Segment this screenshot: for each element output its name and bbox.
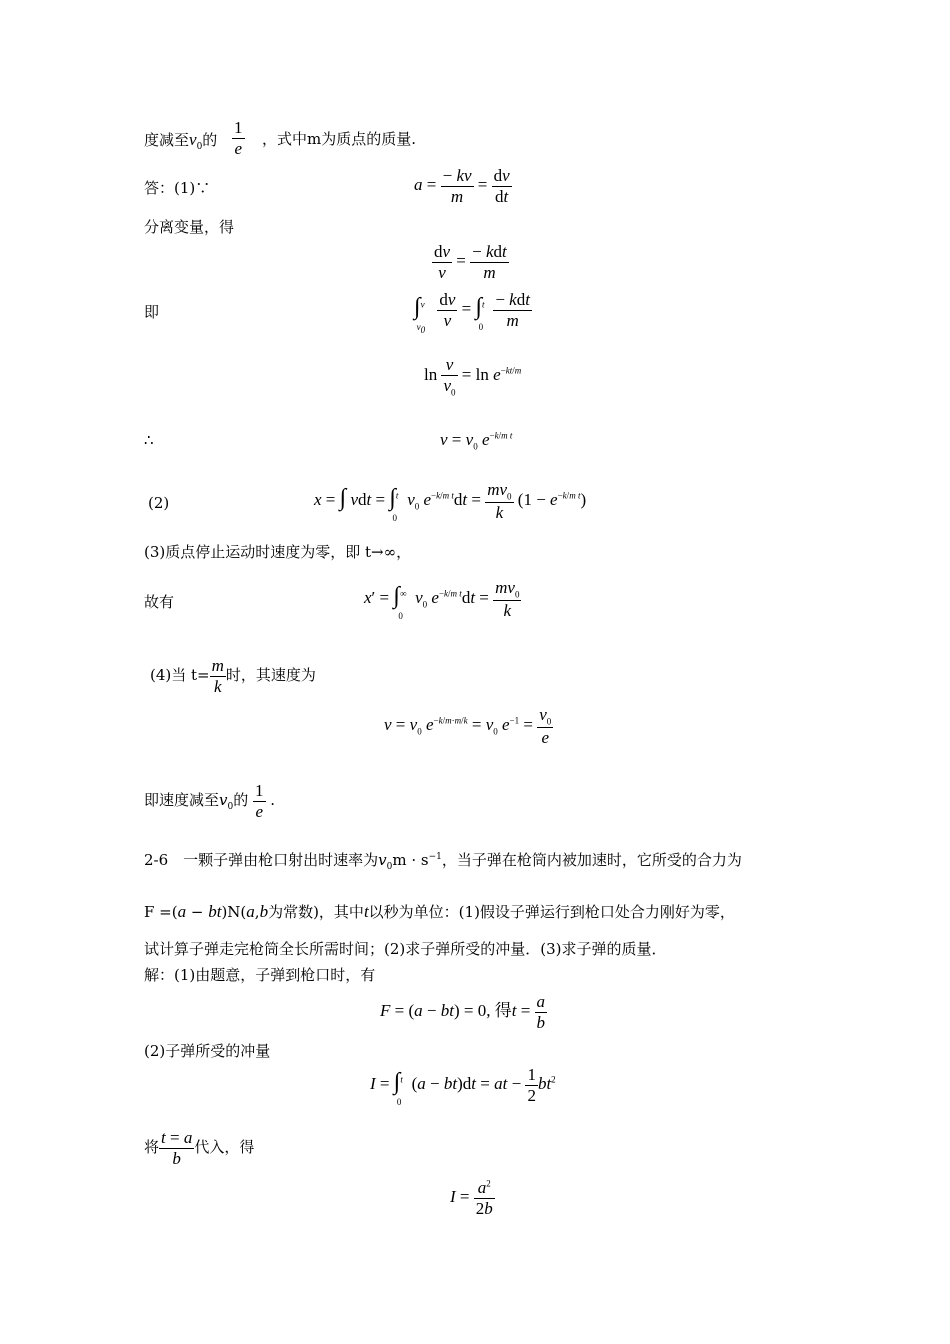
eq-integral-separated: ∫$^v_{v_0}$ $\frac{dv}{v}$ = ∫$^t_0$ $\frac{\text{− kdt}}{m}$ (414, 290, 530, 336)
eq-acceleration: a = $\frac{- kv}{m}$ = $\frac{dv}{dt}$ (414, 166, 510, 206)
problem-2-6-line3: 试计算子弹走完枪筒全长所需时间；(2)求子弹所受的冲量．(3)求子弹的质量． (144, 940, 667, 958)
solution-2-text: (2)子弹所受的冲量 (144, 1042, 271, 1060)
answer-1-label: 答：(1)∵ (144, 179, 211, 197)
problem-2-6-line1: 2-6 一颗子弹由枪口射出时速率为$v_0m \cdot s^{-1}$，当子弹在枪筒内被加速时，它所受的合力为 (144, 851, 742, 872)
eq-velocity: $v = v_0$ $e^{-k/m t}$ (440, 430, 513, 452)
eq-velocity-at-time: $v = v_0$ $e^{-k/m\cdot m/k} = v_0$ $e^{-1}$ = $\frac{v_0}{e}$ (384, 705, 552, 747)
guyou-label: 故有 (144, 593, 175, 611)
speed-reduced-line: 即速度减至$v_0$的 $\frac{1}{e}$ . (144, 781, 276, 821)
eq-displacement: x = ∫ vdt = ∫$^t_0$ $v_0$ $e^{-k/m t}dt$ = $\frac{mv_0}{k}$ $(1 - e^{-k/m t})$ (314, 480, 587, 524)
eq-force-zero: F = (a − bt) = 0, 得t = $\frac{a}{b}$ (380, 992, 546, 1032)
separate-variables-label: 分离变量，得 (144, 218, 235, 236)
line-speed-reduce: 度减至$v_0$的 (144, 130, 218, 152)
problem-2-6-line2: F =(a − bt)N(a,b为常数)，其中t以秒为单位：(1)假设子弹运行到枪口处合力刚好为零， (144, 902, 735, 921)
eq-impulse-result: I = $\frac{a^2}{2b}$ (450, 1178, 493, 1218)
eq-total-distance: $x' = \int^\infty_0$ $v_0$ $e^{-k/m t}dt$ = $\frac{mv_0}{k}$ (364, 578, 520, 622)
therefore-symbol: ∴ (144, 431, 154, 449)
solution-1-text: 解：(1)由题意，子弹到枪口时，有 (144, 966, 376, 984)
part-3-text: (3)质点停止运动时速度为零，即 t→∞， (144, 543, 412, 561)
line-mass-note: ，式中m为质点的质量. (262, 130, 416, 148)
fraction-1-over-e: $\frac{1}{e}$ (234, 118, 243, 158)
part-4-text: (4)当 t= $\frac{m}{k}$ 时，其速度为 (150, 656, 316, 696)
eq-impulse: I = ∫$^t_0$ (a − bt)dt = at − $\frac{1}{2}$ $bt^2$ (370, 1065, 556, 1108)
eq-separated: $\frac{dv}{v}$ = $\frac{\text{− kdt}}{m}$ (434, 242, 507, 282)
eq-log: ln $\frac{v}{v_0}$ = $\ln e^{-kt/m}$ (424, 355, 522, 397)
part-2-label: (2) (148, 494, 170, 512)
substitute-line: 将 $\frac{t = a}{b}$ 代入，得 (144, 1128, 255, 1168)
ji-label: 即 (144, 303, 160, 321)
